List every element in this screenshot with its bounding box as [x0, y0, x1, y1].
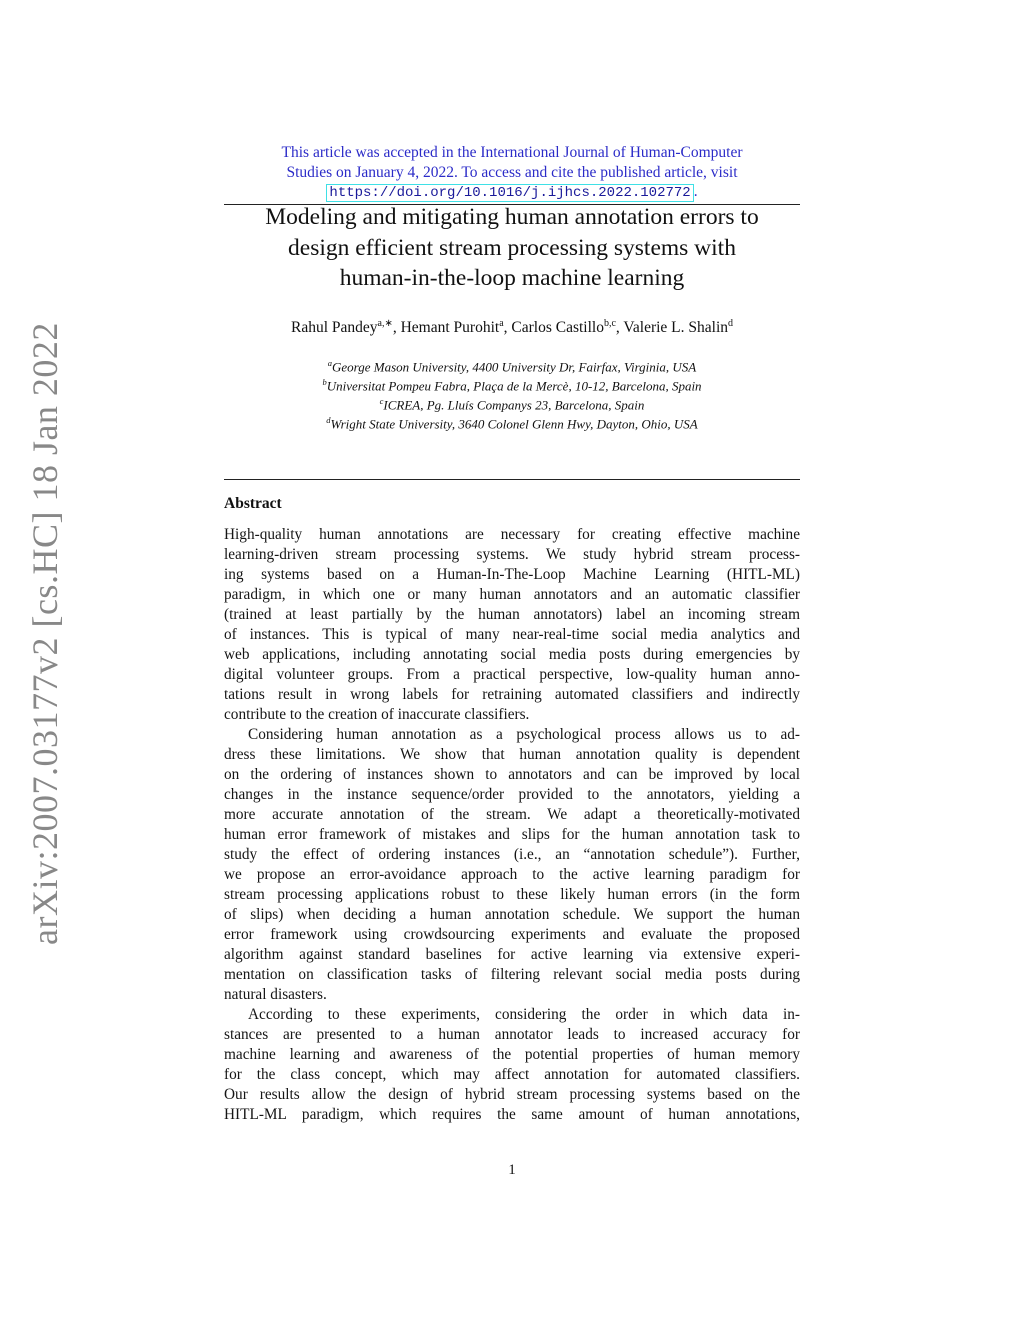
page-number: 1: [508, 1162, 516, 1178]
notice-line: This article was accepted in the International Journal of Human-Computer: [281, 144, 743, 161]
abstract-line: study the effect of ordering instances (i.e., an “annotation schedule”). Further,: [224, 846, 800, 863]
abstract-body: [224, 525, 800, 1125]
abstract-line: stances are presented to a human annotator leads to increased accuracy for: [224, 1026, 800, 1043]
affiliation: $^b$Universitat Pompeu Fabra, Plaça de la Mercè, 10-12, Barcelona, Spain: [322, 376, 702, 394]
abstract-line: of slips) when deciding a human annotation schedule. We support the human: [224, 906, 800, 923]
abstract-line: High-quality human annotations are necessary for creating effective machine: [224, 526, 800, 543]
abstract-line: ing systems based on a Human-In-The-Loop Machine Learning (HITL-ML): [224, 566, 800, 583]
author-list: [224, 318, 800, 337]
abstract-line: dress these limitations. We show that human annotation quality is dependent: [224, 746, 800, 763]
author: Carlos Castillo$^{b,c}$,: [511, 318, 624, 337]
author: Valerie L. Shalin$^d$: [623, 318, 734, 337]
abstract-line: changes in the instance sequence/order provided to the annotators, yielding a: [224, 786, 800, 803]
notice-line: Studies on January 4, 2022. To access and cite the published article, visit: [286, 163, 738, 181]
abstract-line: algorithm against standard baselines for active learning via extensive experi-: [224, 946, 800, 963]
abstract-rule: [224, 479, 800, 480]
abstract-line: paradigm, in which one or many human annotators and an automatic classifier: [224, 586, 800, 603]
abstract-heading: Abstract: [224, 495, 282, 512]
paper-title: [224, 202, 800, 294]
abstract-line: (trained at least partially by the human annotators) label an incoming stream: [224, 606, 800, 623]
title-line: design efficient stream processing systems with: [288, 234, 736, 261]
abstract-line: Our results allow the design of hybrid stream processing systems based on the: [224, 1086, 800, 1103]
abstract-line: on the ordering of instances shown to annotators and can be improved by local: [224, 766, 800, 783]
notice-doi-line: [224, 182, 800, 204]
affiliations: [224, 356, 800, 432]
abstract-line: tations result in wrong labels for retraining automated classifiers and indirectly: [224, 686, 800, 703]
affiliation: $^d$Wright State University, 3640 Colonel Glenn Hwy, Dayton, Ohio, USA: [326, 414, 698, 432]
abstract-line: we propose an error-avoidance approach to the active learning paradigm for: [224, 866, 800, 883]
arxiv-identifier-stamp: arXiv:2007.03177v2 [cs.HC] 18 Jan 2022: [25, 322, 65, 945]
abstract-line: mentation on classification tasks of filtering relevant social media posts during: [224, 966, 800, 983]
abstract-line: for the class concept, which may affect annotation for automated classifiers.: [224, 1066, 800, 1083]
abstract-line: HITL-ML paradigm, which requires the same amount of human annotations,: [224, 1106, 800, 1123]
title-line: human-in-the-loop machine learning: [339, 265, 685, 291]
abstract-line: web applications, including annotating social media posts during emergencies by: [224, 646, 800, 663]
abstract-line: machine learning and awareness of the potential properties of human memory: [224, 1046, 800, 1063]
abstract-line: error framework using crowdsourcing experiments and evaluate the proposed: [224, 926, 800, 943]
abstract-line: natural disasters.: [224, 986, 327, 1003]
abstract-line: stream processing applications robust to these likely human errors (in the form: [224, 886, 800, 903]
notice-period: .: [693, 183, 698, 200]
doi-link[interactable]: https://doi.org/10.1016/j.ijhcs.2022.102772: [326, 184, 693, 202]
abstract-line: digital volunteer groups. From a practical perspective, low-quality human anno-: [224, 666, 800, 683]
abstract-line: human error framework of mistakes and slips for the human annotation task to: [224, 826, 800, 843]
affiliation: $^c$ICREA, Pg. Lluís Companys 23, Barcelona, Spain: [379, 395, 645, 413]
publication-notice: [224, 143, 800, 204]
abstract-line: learning-driven stream processing systems. We study hybrid stream process-: [224, 546, 800, 563]
abstract-line: According to these experiments, considering the order in which data in-: [248, 1006, 800, 1023]
abstract-line: more accurate annotation of the stream. We adapt a theoretically-motivated: [224, 806, 800, 823]
affiliation: $^a$George Mason University, 4400 University Dr, Fairfax, Virginia, USA: [327, 358, 697, 375]
abstract-line: contribute to the creation of inaccurate classifiers.: [224, 706, 530, 723]
author: Rahul Pandey$^{a,∗}$,: [290, 318, 401, 337]
title-line: Modeling and mitigating human annotation errors to: [265, 204, 759, 230]
abstract-line: Considering human annotation as a psychological process allows us to ad-: [248, 726, 800, 743]
author: Hemant Purohit$^a$,: [400, 318, 512, 337]
abstract-line: of instances. This is typical of many near-real-time social media analytics and: [224, 626, 800, 643]
